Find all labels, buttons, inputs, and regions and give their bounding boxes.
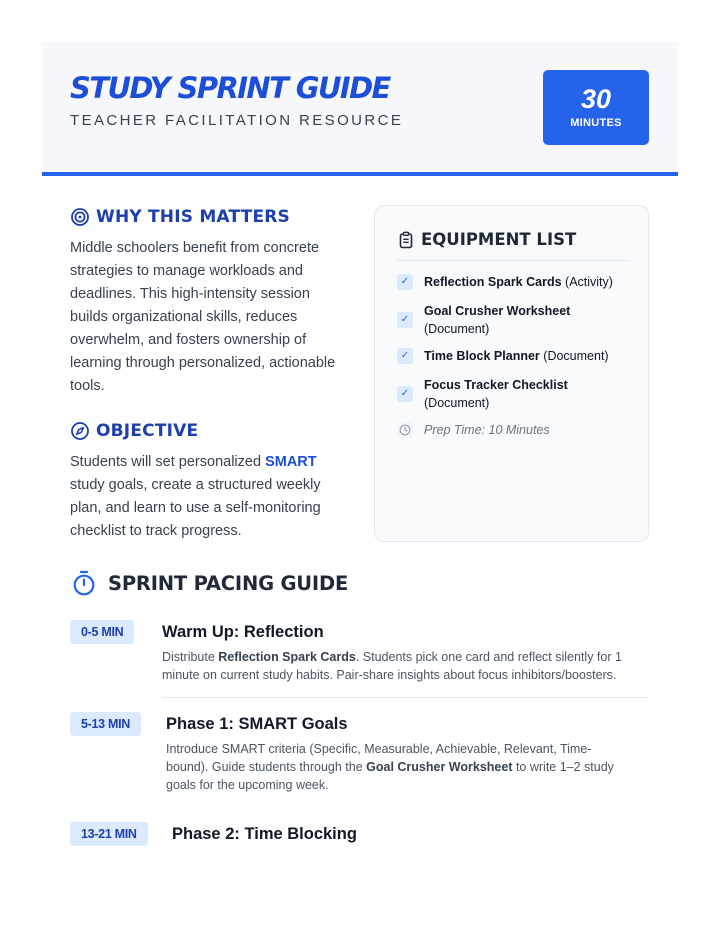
header-divider xyxy=(42,172,678,176)
equipment-card xyxy=(374,205,649,542)
clipboard-icon xyxy=(397,231,415,249)
check-icon: ✓ xyxy=(397,274,413,290)
phase-time-badge: 0-5 MIN xyxy=(70,620,134,644)
equipment-item-name: Time Block Planner xyxy=(424,349,540,363)
objective-text-end: study goals, create a structured weekly plan, and learn to use a self-monitoring checklist to track progress. xyxy=(70,477,321,539)
equipment-heading xyxy=(397,229,629,261)
check-icon: ✓ xyxy=(397,348,413,364)
why-body: Middle schoolers benefit from concrete strategies to manage workloads and deadlines. This high-intensity session builds organizational skills, reduces overwhelm, and fosters ownership of learning through personalized, actionable tools. xyxy=(70,240,336,394)
stopwatch-icon xyxy=(72,570,96,596)
check-icon: ✓ xyxy=(397,386,413,402)
header-banner xyxy=(42,42,678,173)
phase-desc-text: . Students pick one card and reflect silently for 1 minute on current study habits. Pair-share insights about focus inhibitors/boosters. xyxy=(162,650,622,682)
phase-description xyxy=(166,740,630,794)
equipment-item xyxy=(397,376,602,412)
objective-heading xyxy=(70,421,198,441)
equipment-heading-text: EQUIPMENT LIST xyxy=(421,230,577,249)
duration-unit: MINUTES xyxy=(570,117,622,129)
equipment-item-name: Goal Crusher Worksheet xyxy=(424,304,571,318)
phase-desc-text: to write 1–2 study goals for the upcoming week. xyxy=(166,760,614,792)
phase-desc-bold: Reflection Spark Cards xyxy=(218,650,356,664)
equipment-item xyxy=(397,347,609,365)
why-heading xyxy=(70,207,290,227)
phase-desc-bold: Goal Crusher Worksheet xyxy=(366,760,513,774)
duration-value: 30 xyxy=(580,84,612,114)
phase-time-badge: 13-21 MIN xyxy=(70,822,148,846)
equipment-item-name: Reflection Spark Cards xyxy=(424,275,562,289)
pacing-heading xyxy=(72,570,348,596)
prep-time-text: Prep Time: 10 Minutes xyxy=(424,423,550,437)
phase-desc-text: Distribute xyxy=(162,650,219,664)
page-title: STUDY SPRINT GUIDE xyxy=(70,71,390,105)
equipment-item-name: Focus Tracker Checklist xyxy=(424,378,568,392)
phase-title: Phase 2: Time Blocking xyxy=(172,825,357,843)
equipment-item-type: (Document) xyxy=(424,322,490,336)
phase-desc-text: Introduce SMART criteria (Specific, Measurable, Achievable, Relevant, Time-bound). Guide students through the xyxy=(166,742,592,774)
objective-body xyxy=(70,451,350,543)
equipment-item xyxy=(397,302,597,338)
target-icon xyxy=(70,207,90,227)
check-icon: ✓ xyxy=(397,312,413,328)
objective-heading-text: OBJECTIVE xyxy=(96,421,199,441)
clock-icon xyxy=(397,422,413,438)
pacing-heading-text: SPRINT PACING GUIDE xyxy=(108,571,349,595)
compass-icon xyxy=(70,421,90,441)
why-heading-text: WHY THIS MATTERS xyxy=(96,207,291,227)
duration-badge xyxy=(543,70,649,145)
phase-title: Phase 1: SMART Goals xyxy=(166,715,348,733)
phase-description xyxy=(162,648,648,684)
phase-time-badge: 5-13 MIN xyxy=(70,712,141,736)
equipment-item-type: (Document) xyxy=(543,349,609,363)
phase-divider xyxy=(162,697,648,698)
equipment-item-type: (Document) xyxy=(424,396,490,410)
prep-time xyxy=(397,422,550,438)
phase-title: Warm Up: Reflection xyxy=(162,623,324,641)
page-subtitle: TEACHER FACILITATION RESOURCE xyxy=(70,112,404,129)
equipment-item-type: (Activity) xyxy=(565,275,613,289)
objective-highlight: SMART xyxy=(265,454,317,470)
objective-text-start: Students will set personalized xyxy=(70,454,266,470)
equipment-item xyxy=(397,273,613,291)
